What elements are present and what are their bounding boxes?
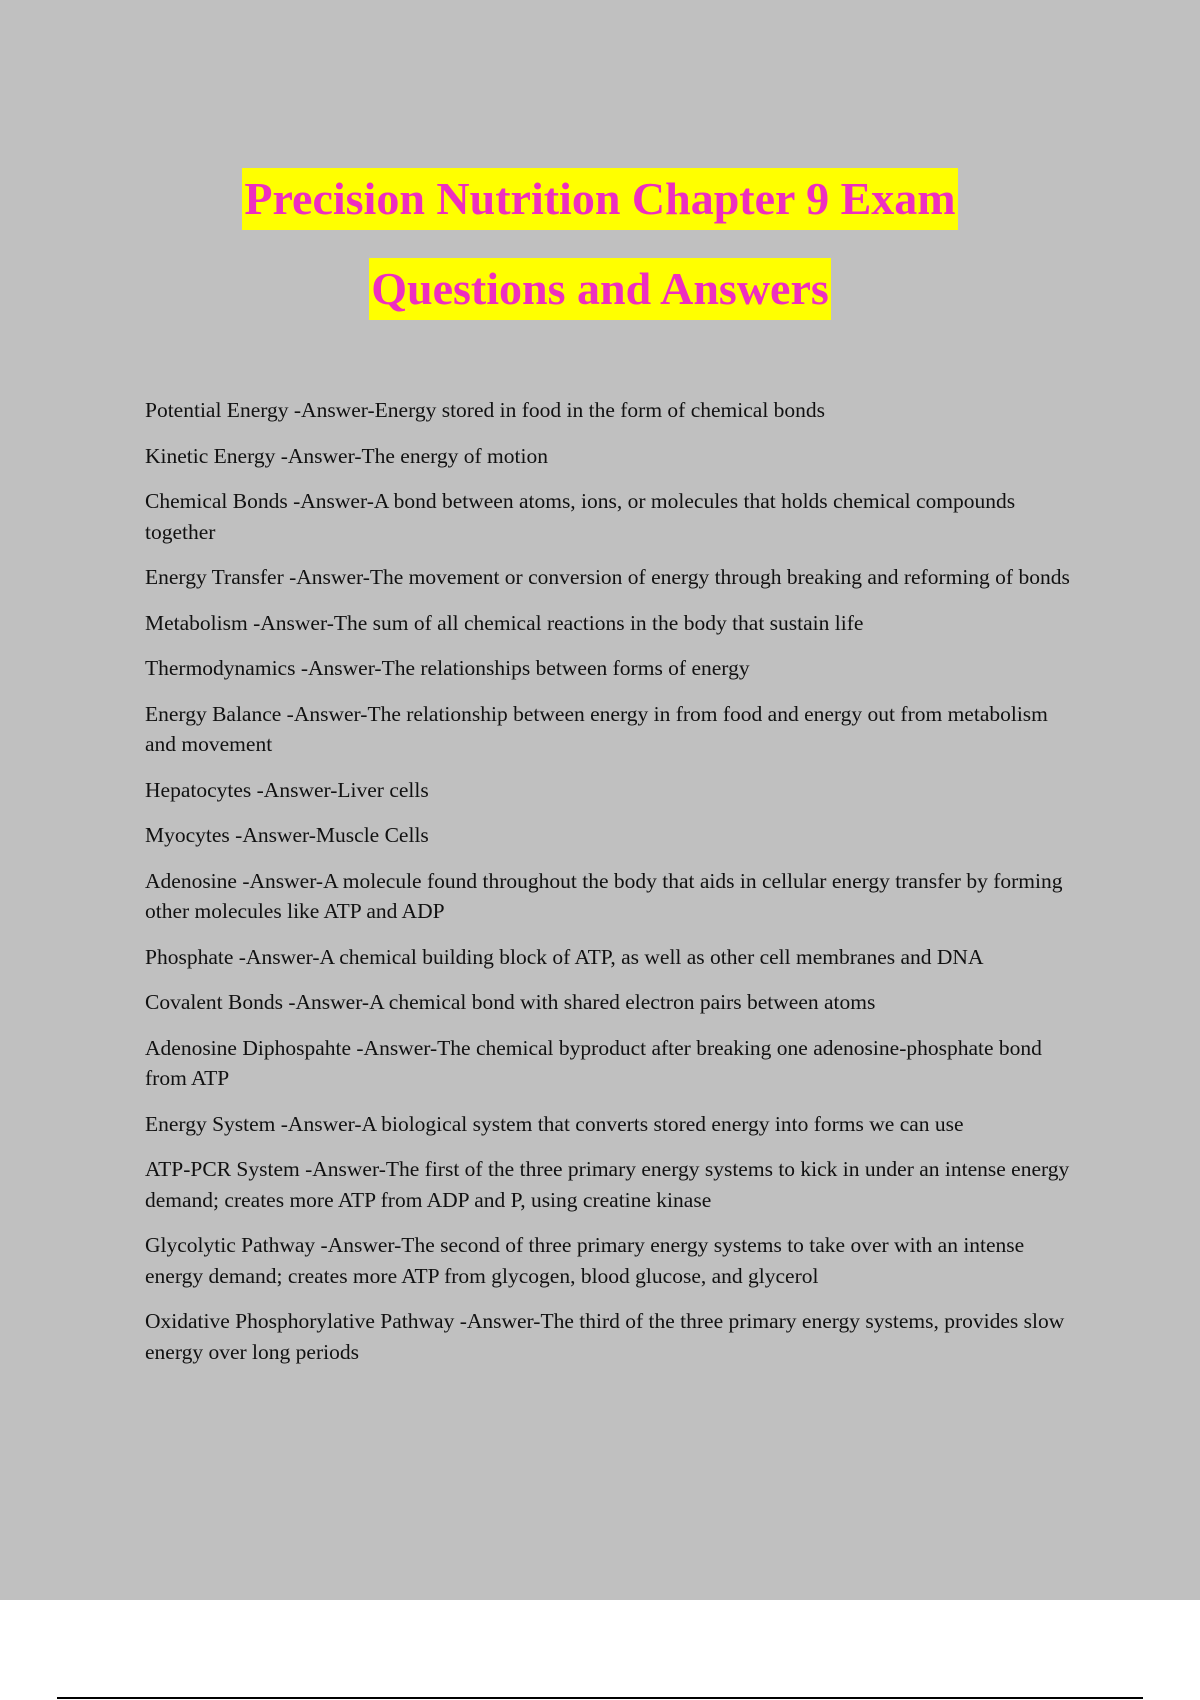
qa-item: Adenosine -Answer-A molecule found throughout the body that aids in cellular energy transfer by forming other molecules like ATP and ADP [145,868,1063,923]
qa-item: Hepatocytes -Answer-Liver cells [145,777,429,802]
title-line-2: Questions and Answers [369,258,831,320]
qa-item: Kinetic Energy -Answer-The energy of motion [145,443,548,468]
qa-list [145,395,1075,1382]
qa-item: Covalent Bonds -Answer-A chemical bond with shared electron pairs between atoms [145,990,876,1014]
bottom-divider [57,1697,1143,1699]
page-title [0,168,1200,348]
qa-item: Chemical Bonds -Answer-A bond between atoms, ions, or molecules that holds chemical compounds together [145,489,1016,544]
title-line-1: Precision Nutrition Chapter 9 Exam [242,168,957,230]
qa-item: Thermodynamics -Answer-The relationships between forms of energy [145,656,750,680]
qa-item: Glycolytic Pathway -Answer-The second of three primary energy systems to take over with an intense energy demand; creates more ATP from glycogen, blood glucose, and glycerol [145,1233,1025,1288]
qa-item: Energy Transfer -Answer-The movement or conversion of energy through breaking and reforming of bonds [145,565,1070,589]
qa-item: Myocytes -Answer-Muscle Cells [145,823,429,847]
qa-item: Phosphate -Answer-A chemical building block of ATP, as well as other cell membranes and DNA [145,944,984,969]
qa-item: Oxidative Phosphorylative Pathway -Answer-The third of the three primary energy systems, provides slow energy over long periods [145,1309,1065,1364]
qa-item: Energy System -Answer-A biological system that converts stored energy into forms we can use [145,1111,964,1136]
qa-item: Metabolism -Answer-The sum of all chemical reactions in the body that sustain life [145,610,864,635]
qa-item: ATP-PCR System -Answer-The first of the three primary energy systems to kick in under an intense energy demand; creates more ATP from ADP and P, using creatine kinase [145,1157,1070,1212]
qa-item: Potential Energy -Answer-Energy stored in food in the form of chemical bonds [145,398,826,422]
qa-item: Energy Balance -Answer-The relationship between energy in from food and energy out from metabolism and movement [145,701,1048,756]
qa-item: Adenosine Diphospahte -Answer-The chemical byproduct after breaking one adenosine-phosphate bond from ATP [145,1035,1042,1090]
